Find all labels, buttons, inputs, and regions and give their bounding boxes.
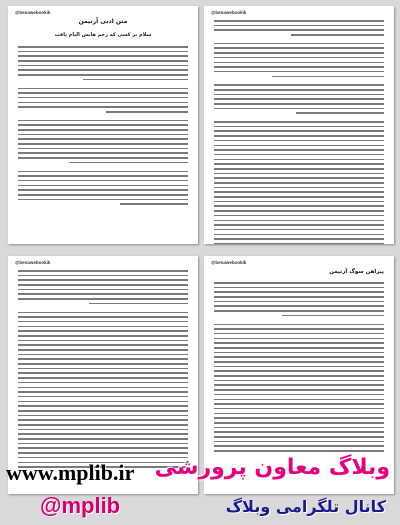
text-block bbox=[214, 282, 384, 455]
channel-label-watermark: کانال تلگرامی وبلاگ bbox=[225, 497, 386, 516]
document-page-2 bbox=[204, 6, 394, 244]
page-handle: @benawebookik bbox=[211, 10, 247, 15]
page-subtitle: سلام بر کسی که رحم هایش الیام یافت bbox=[54, 32, 152, 38]
document-page-1 bbox=[8, 6, 198, 244]
page-handle: @benawebookik bbox=[15, 10, 51, 15]
text-block bbox=[18, 46, 188, 208]
text-block bbox=[214, 20, 384, 244]
site-url-watermark: www.mplib.ir bbox=[6, 460, 135, 485]
page-handle: @benawebookik bbox=[211, 260, 247, 265]
page-handle: @benawebookik bbox=[15, 260, 51, 265]
text-block bbox=[18, 270, 188, 471]
telegram-handle-watermark: @mplib bbox=[40, 493, 121, 518]
page-title: متن ادبی آرتیمن bbox=[78, 18, 128, 25]
page-heading: پیراهن سوگ آرتیمن bbox=[329, 269, 384, 275]
blog-name-watermark: وبلاگ معاون پرورشی bbox=[154, 455, 390, 480]
